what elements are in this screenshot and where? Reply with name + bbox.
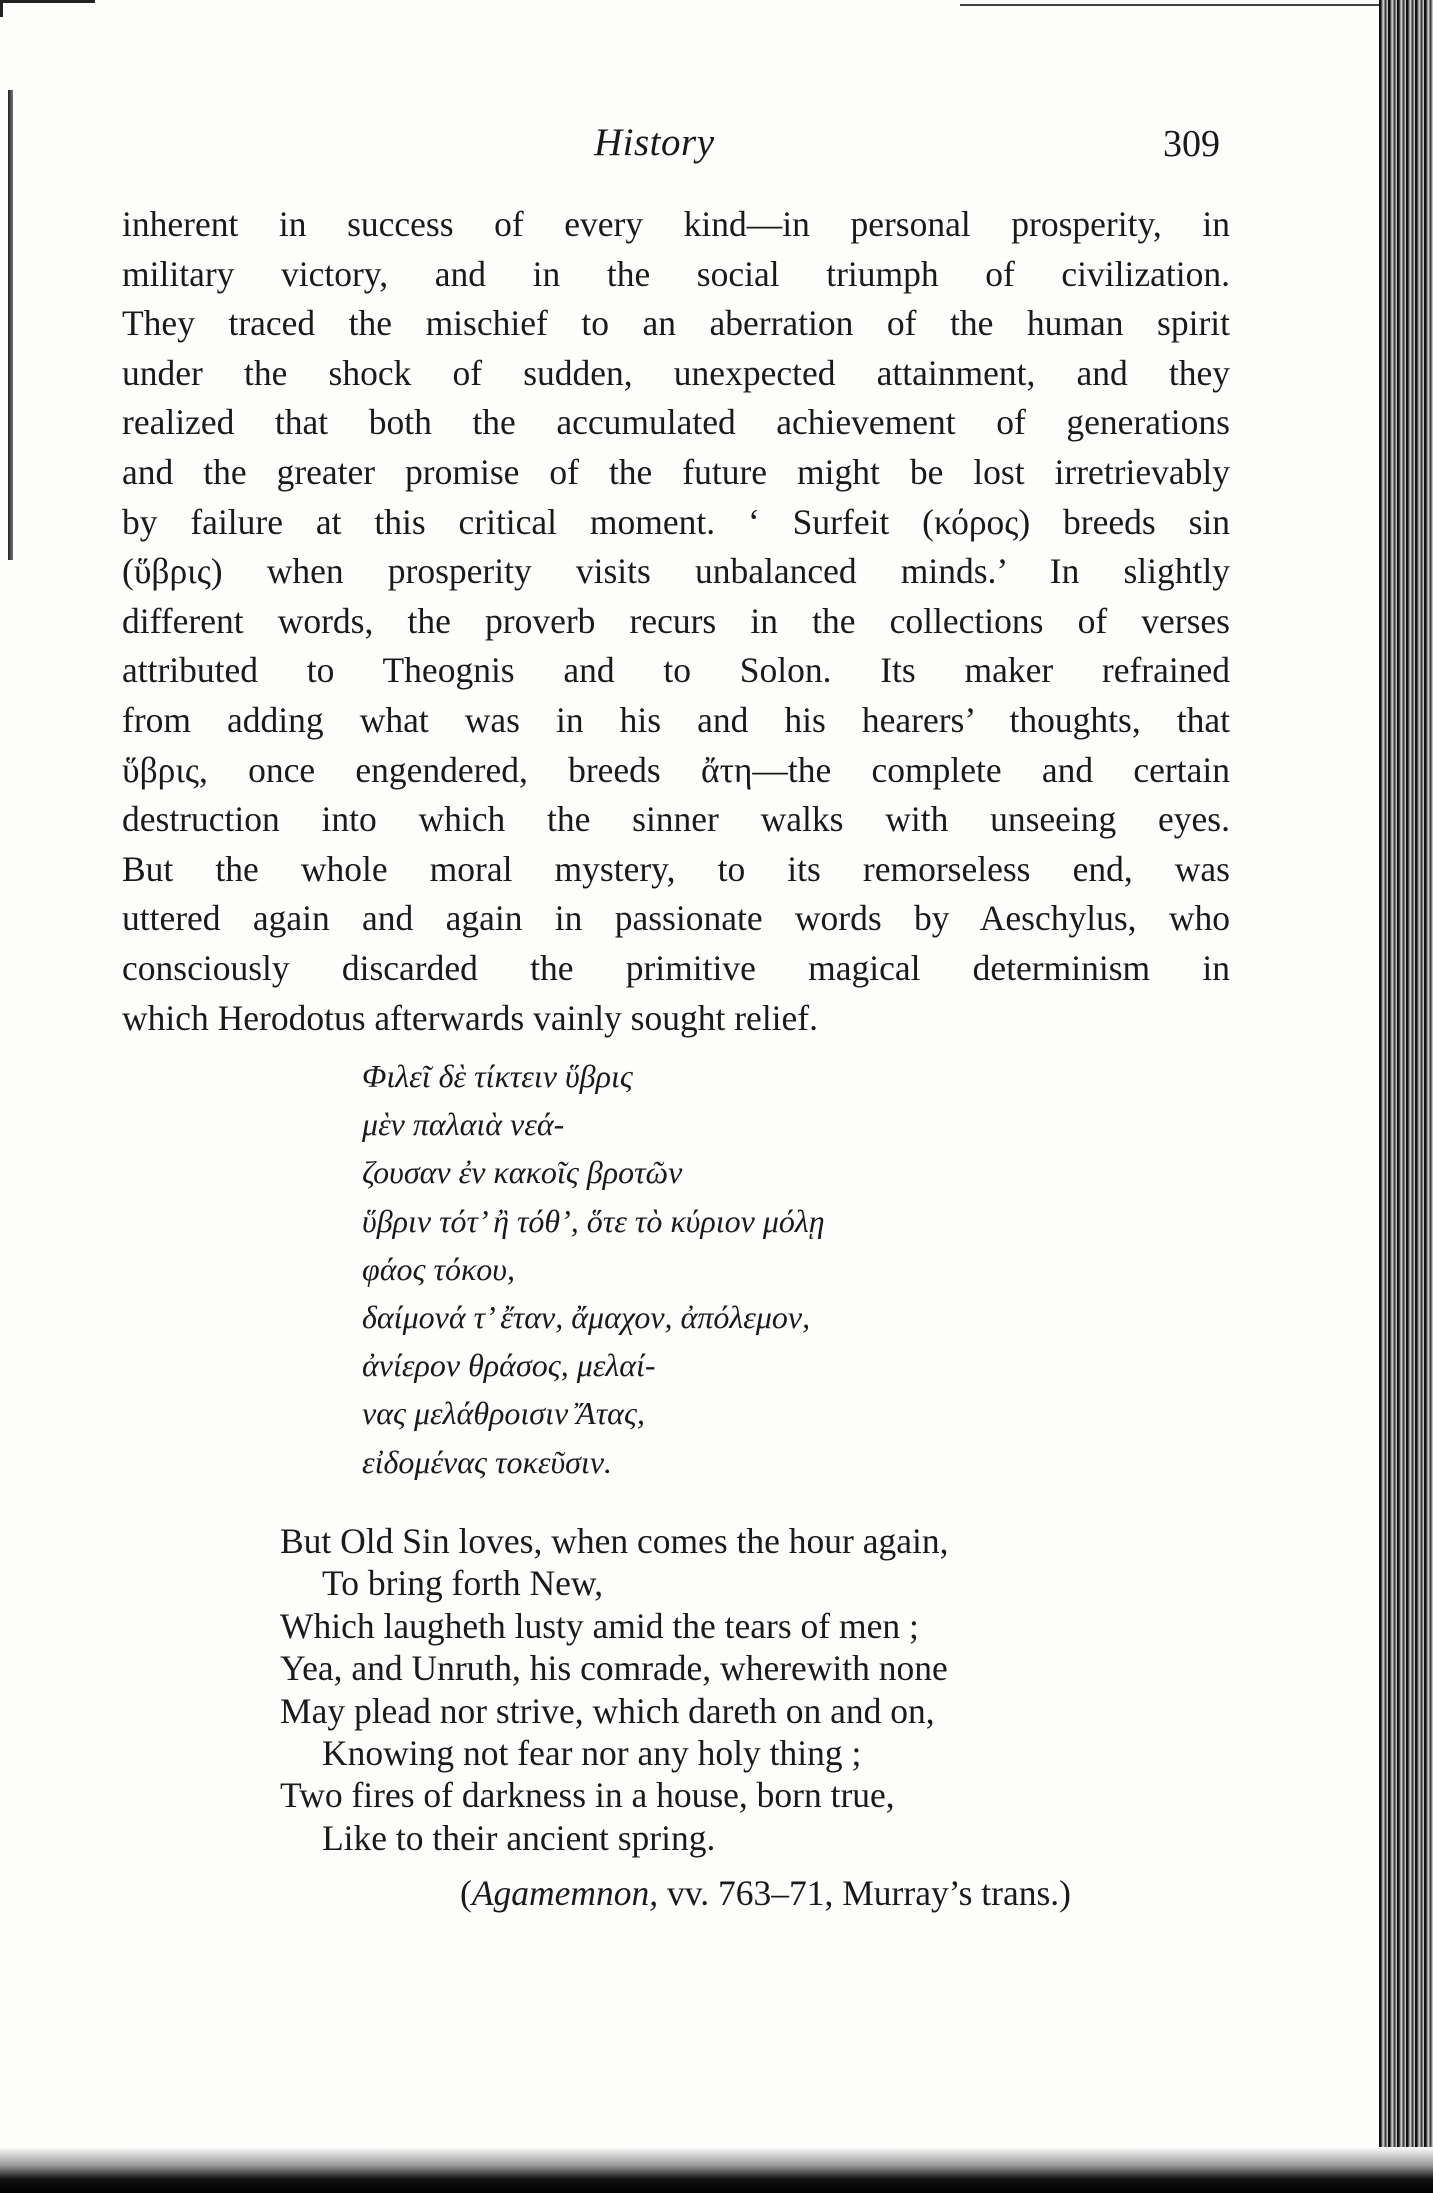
translation-line: May plead nor strive, which dareth on and on, (280, 1690, 935, 1731)
body-line: by failure at this critical moment. ‘ Surfeit (κόρος) breeds sin (122, 501, 1230, 542)
greek-verse-line: εἰδομένας τοκεῦσιν. (362, 1443, 613, 1480)
body-line: inherent in success of every kind—in personal prosperity, in (122, 204, 1230, 244)
body-line: which Herodotus afterwards vainly sought relief. (122, 997, 818, 1038)
greek-verse-line: ὕβριν τότ’ ἢ τόθ’, ὅτε τὸ κύριον μόλῃ (362, 1202, 825, 1239)
body-line: realized that both the accumulated achievement of generations (122, 402, 1230, 443)
body-line: attributed to Theognis and to Solon. Its maker refrained (122, 650, 1230, 691)
body-line: destruction into which the sinner walks with unseeing eyes. (122, 799, 1230, 840)
citation-detail: vv. 763–71, Murray’s trans.) (658, 1873, 1071, 1913)
body-paragraph (122, 200, 1230, 1043)
greek-verse-line: ἀνίερον θράσος, μελαί- (362, 1347, 656, 1384)
page-number: 309 (1163, 123, 1220, 165)
running-head (0, 120, 1433, 170)
translation-line: Two fires of darkness in a house, born true, (280, 1775, 895, 1816)
greek-verse-line: ζουσαν ἐν κακοῖς βροτῶν (362, 1154, 683, 1191)
greek-verse-line: Φιλεῖ δὲ τίκτειν ὕβρις (362, 1058, 633, 1094)
body-line: different words, the proverb recurs in the collections of verses (122, 600, 1230, 641)
citation (460, 1872, 1071, 1914)
body-line: ὕβρις, once engendered, breeds ἄτη—the complete and certain (122, 749, 1230, 790)
running-title: History (594, 121, 715, 164)
translation-line: Like to their ancient spring. (322, 1817, 716, 1858)
body-line: from adding what was in his and his hearers’ thoughts, that (122, 699, 1230, 740)
citation-work-title: Agamemnon, (471, 1873, 659, 1913)
scan-edge-top-right (960, 4, 1380, 6)
body-line: consciously discarded the primitive magical determinism in (122, 947, 1230, 988)
body-line: But the whole moral mystery, to its remorseless end, was (122, 848, 1230, 889)
scan-edge-bottom (0, 2147, 1433, 2193)
scan-edge-right (1379, 0, 1433, 2193)
translation-line: Which laugheth lusty amid the tears of men ; (280, 1605, 919, 1646)
body-line: uttered again and again in passionate words by Aeschylus, who (122, 898, 1230, 939)
body-line: (ὕβρις) when prosperity visits unbalanced minds.’ In slightly (122, 551, 1230, 592)
greek-verse-line: φάος τόκου, (362, 1250, 515, 1287)
body-line: military victory, and in the social triumph of civilization. (122, 253, 1230, 294)
greek-verse-line: δαίμονά τ’ ἔταν, ἄμαχον, ἀπόλεμον, (362, 1299, 811, 1336)
translation-line: But Old Sin loves, when comes the hour again, (280, 1521, 949, 1561)
english-translation-verse (280, 1520, 949, 1859)
body-line: They traced the mischief to an aberration of the human spirit (122, 303, 1230, 344)
translation-line: To bring forth New, (322, 1563, 604, 1604)
citation-open: ( (460, 1873, 472, 1913)
body-line: under the shock of sudden, unexpected attainment, and they (122, 352, 1230, 393)
translation-line: Knowing not fear nor any holy thing ; (322, 1733, 862, 1774)
greek-verse-quotation (362, 1052, 825, 1486)
translation-line: Yea, and Unruth, his comrade, wherewith none (280, 1648, 948, 1689)
greek-verse-line: νας μελάθροισιν Ἄτας, (362, 1395, 645, 1432)
scan-edge-top (0, 0, 95, 17)
greek-verse-line: μὲν παλαιὰ νεά- (362, 1106, 565, 1143)
body-line: and the greater promise of the future might be lost irretrievably (122, 451, 1230, 492)
